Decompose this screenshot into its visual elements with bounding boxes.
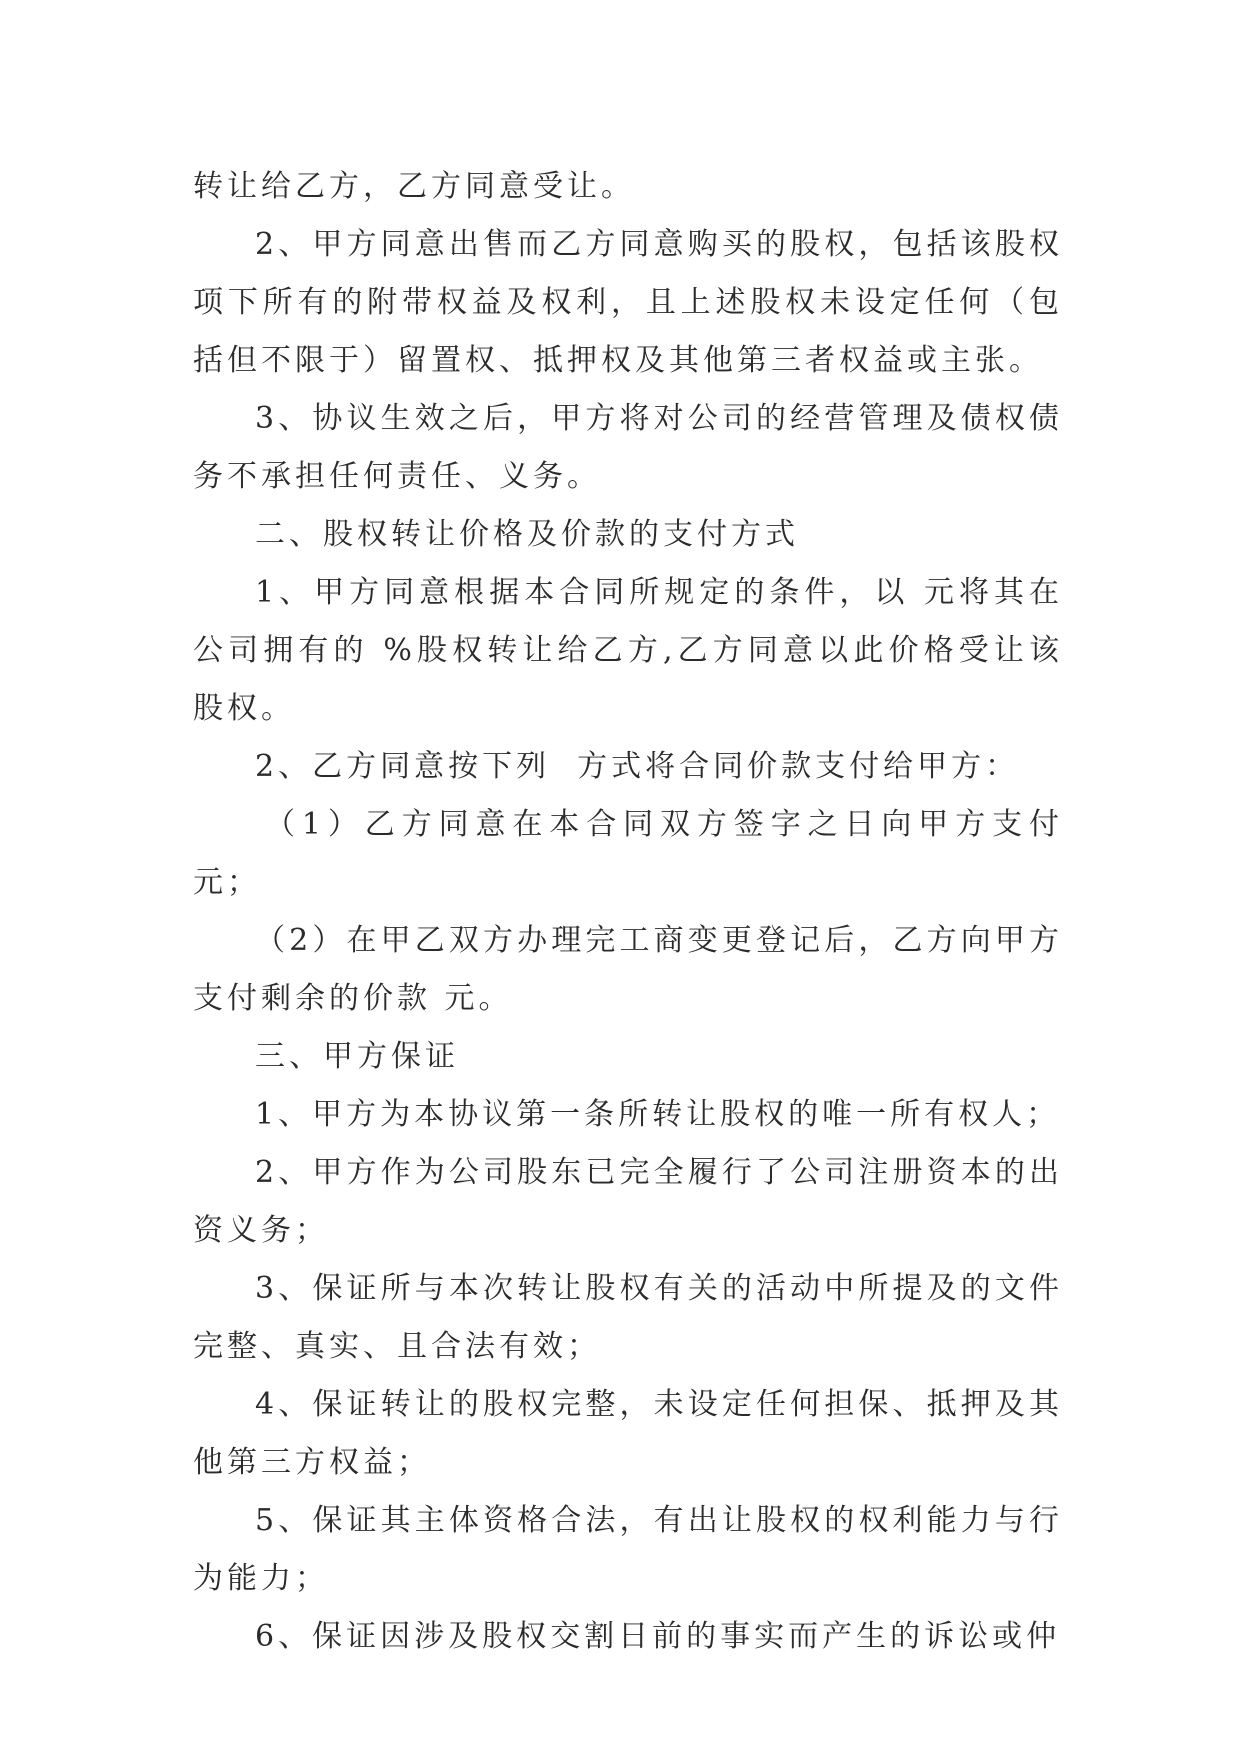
paragraph-10: 1、甲方为本协议第一条所转让股权的唯一所有权人； (255, 1097, 1061, 1132)
paragraph-3: 3、协议生效之后，甲方将对公司的经营管理及债权债务不承担任何责任、义务。 (193, 401, 1063, 494)
paragraph-14: 5、保证其主体资格合法，有出让股权的权利能力与行为能力； (193, 1503, 1063, 1596)
document-body (193, 158, 1077, 1666)
paragraph-11: 2、甲方作为公司股东已完全履行了公司注册资本的出资义务； (193, 1155, 1063, 1248)
paragraph-6: 2、乙方同意按下列 方式将合同价款支付给甲方： (255, 749, 1020, 784)
paragraph-1: 转让给乙方，乙方同意受让。 (193, 169, 635, 204)
paragraph-15: 6、保证因涉及股权交割日前的事实而产生的诉讼或仲 (255, 1619, 1061, 1654)
section-heading-2: 二、股权转让价格及价款的支付方式 (255, 517, 799, 552)
paragraph-12: 3、保证所与本次转让股权有关的活动中所提及的文件完整、真实、且合法有效； (193, 1271, 1063, 1364)
paragraph-8: （2）在甲乙双方办理完工商变更登记后，乙方向甲方支付剩余的价款 元。 (193, 923, 1063, 1016)
paragraph-5: 1、甲方同意根据本合同所规定的条件，以 元将其在公司拥有的 %股权转让给乙方,乙方同意以此价格受让该股权。 (193, 575, 1063, 726)
paragraph-13: 4、保证转让的股权完整，未设定任何担保、抵押及其他第三方权益； (193, 1387, 1063, 1480)
paragraph-2: 2、甲方同意出售而乙方同意购买的股权，包括该股权项下所有的附带权益及权利，且上述股权未设定任何（包括但不限于）留置权、抵押权及其他第三者权益或主张。 (193, 227, 1063, 378)
section-heading-3: 三、甲方保证 (255, 1039, 459, 1074)
paragraph-7: （1）乙方同意在本合同双方签字之日向甲方支付 元； (193, 807, 1077, 900)
